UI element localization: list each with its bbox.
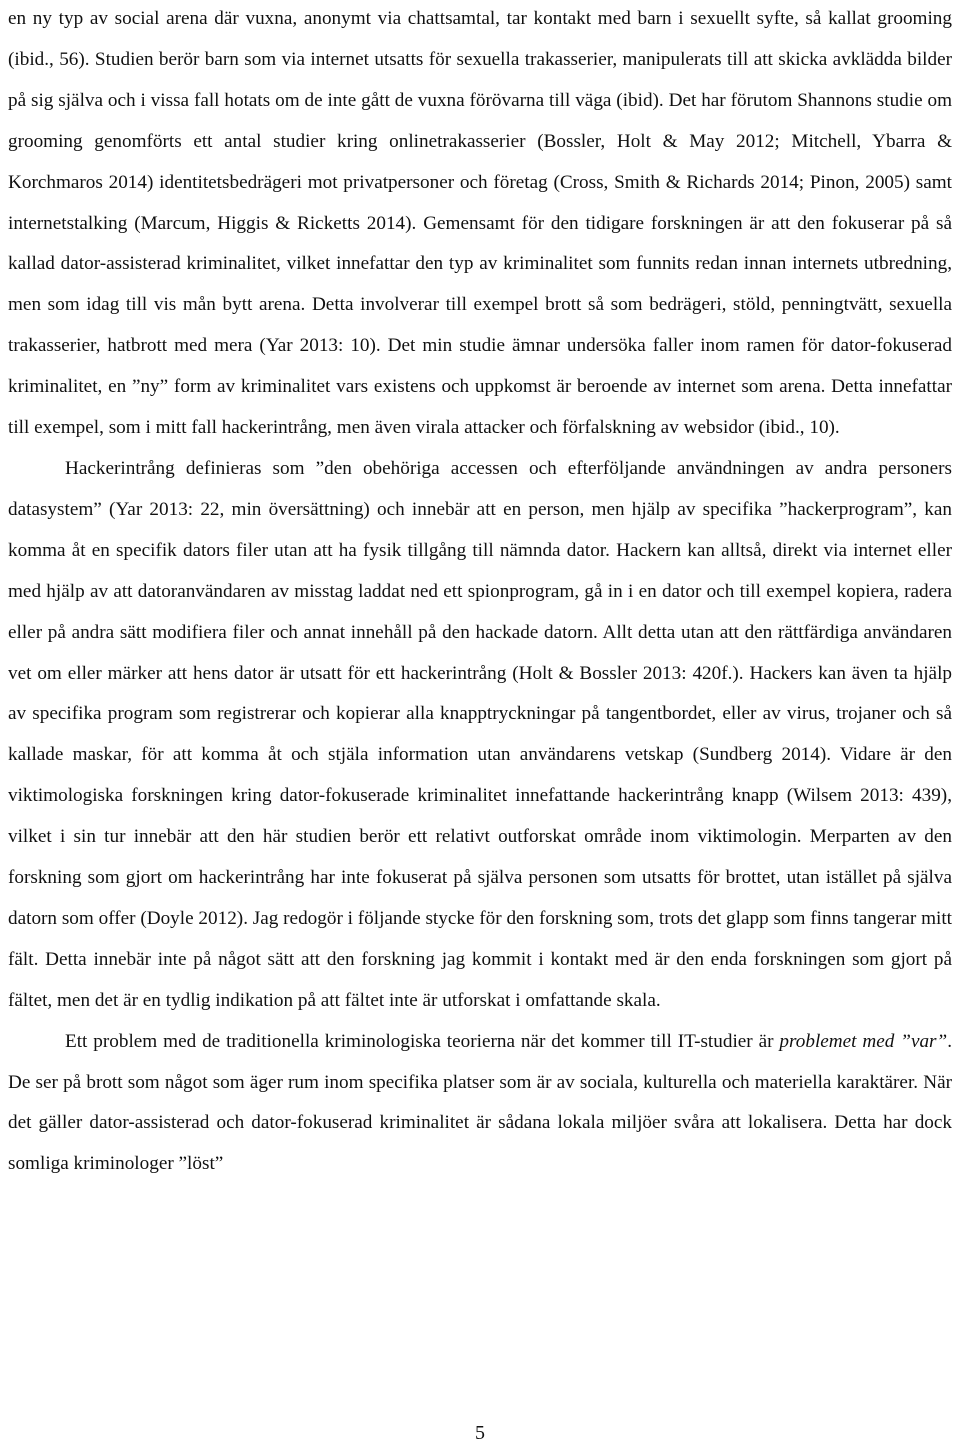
paragraph-criminological-theories-problem	[8, 1022, 952, 1186]
paragraph-text-before-emphasis: Ett problem med de traditionella kriminologiska teorierna när det kommer till IT-studier är	[65, 1030, 780, 1052]
emphasis-problemet-med-var: problemet med ”var”	[779, 1030, 948, 1052]
paragraph-hackerintrang-definition: Hackerintrång definieras som ”den obehöriga accessen och efterföljande användningen av andra personers datasystem” (Yar 2013: 22, min översättning) och innebär att en person, men hjälp av specifika ”hackerprogram”, kan komma åt en specifik dators filer utan att ha fysik tillgång till nämnda dator. Hackern kan alltså, direkt via internet eller med hjälp av att datoranvändaren av misstag laddat ned ett spionprogram, gå in i en dator och till exempel kopiera, radera eller på andra sätt modifiera filer och annat innehåll på den hackade datorn. Allt detta utan att den rättfärdiga användaren vet om eller märker att hens dator är utsatt för ett hackerintrång (Holt & Bossler 2013: 420f.). Hackers kan även ta hjälp av specifika program som registrerar och kopierar alla knapptryckningar på tangentbordet, eller av virus, trojaner och så kallade maskar, för att komma åt och stjäla information utan användarens vetskap (Sundberg 2014). Vidare är den viktimologiska forskningen kring dator-fokuserade kriminalitet innefattande hackerintrång knapp (Wilsem 2013: 439), vilket i sin tur innebär att den här studien berör ett relativt outforskat område inom viktimologin. Merparten av den forskning som gjort om hackerintrång har inte fokuserat på själva personen som utsatts för brottet, utan istället på själva datorn som offer (Doyle 2012). Jag redogör i följande stycke för den forskning som, trots det glapp som finns tangerar mitt fält. Detta innebär inte på något sätt att den forskning jag kommit i kontakt med är den enda forskningen som gjort på fältet, men det är en tydlig indikation på att fältet inte är utforskat i omfattande skala.	[8, 457, 952, 1011]
paragraph-grooming-and-prior-research: en ny typ av social arena där vuxna, anonymt via chattsamtal, tar kontakt med barn i sexuellt syfte, så kallat grooming (ibid., 56). Studien berör barn som via internet utsatts för sexuella trakasserier, manipulerats till att skicka avklädda bilder på sig själva och i vissa fall hotats om de inte gått de vuxna förövarna till väga (ibid). Det har förutom Shannons studie om grooming genomförts ett antal studier kring onlinetrakasserier (Bossler, Holt & May 2012; Mitchell, Ybarra & Korchmaros 2014) identitetsbedrägeri mot privatpersoner och företag (Cross, Smith & Richards 2014; Pinon, 2005) samt internetstalking (Marcum, Higgis & Ricketts 2014). Gemensamt för den tidigare forskningen är att den fokuserar på så kallad dator-assisterad kriminalitet, vilket innefattar den typ av kriminalitet som funnits redan innan internets utbredning, men som idag till vis mån bytt arena. Detta involverar till exempel brott så som bedrägeri, stöld, penningtvätt, sexuella trakasserier, hatbrott med mera (Yar 2013: 10). Det min studie ämnar undersöka faller inom ramen för dator-fokuserad kriminalitet, en ”ny” form av kriminalitet vars existens och uppkomst är beroende av internet som arena. Detta innefattar till exempel, som i mitt fall hackerintrång, men även virala attacker och förfalskning av websidor (ibid., 10).	[8, 8, 952, 439]
page-number: 5	[475, 1422, 485, 1444]
paragraph-text-after-emphasis: . De ser på brott som något som äger rum inom specifika platser som är av sociala, kulturella och materiella karaktärer. När det gäller dator-assisterad och dator-fokuserad kriminalitet är sådana lokala miljöer svåra att lokalisera. Detta har dock somliga kriminologer ”löst”	[8, 1030, 952, 1175]
